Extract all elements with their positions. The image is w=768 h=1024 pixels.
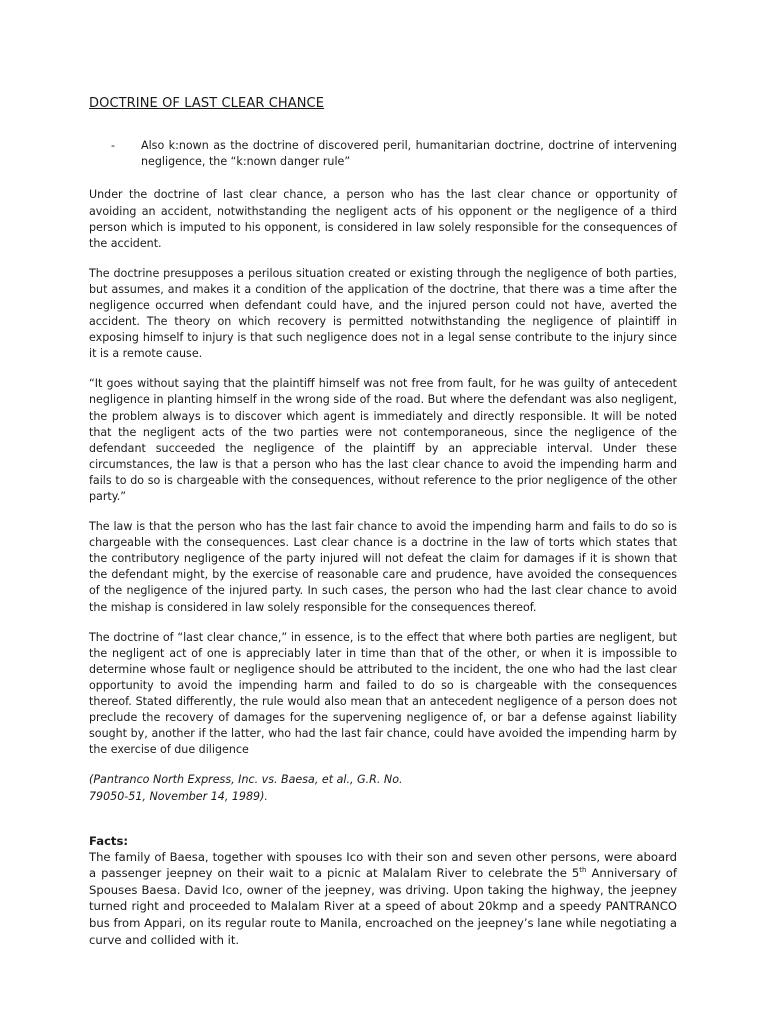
paragraph-definition: Under the doctrine of last clear chance, a person who has the last clear chance or opportunity of avoiding an accident, notwithstanding the negligent acts of his opponent or the negligence of a third person which is imputed to his opponent, is considered in law solely responsible for the consequences of the accident. (89, 188, 677, 250)
bullet-marker: - (111, 139, 116, 152)
facts-paragraph (89, 849, 677, 949)
document-page (89, 96, 677, 948)
bullet-item (89, 138, 677, 170)
facts-heading: Facts: (89, 833, 129, 848)
paragraph-essence: The doctrine of “last clear chance,” in essence, is to the effect that where both parties are negligent, but the negligent act of one is appreciably later in time than that of the other, or when it is impossible to determine whose fault or negligence should be attributed to the incident, the one who had the last clear opportunity to avoid the impending harm and failed to do so is chargeable with the consequences thereof. Stated differently, the rule would also mean that an antecedent negligence of a person does not preclude the recovery of damages for the supervening negligence of, or bar a defense against liability sought by, another if the latter, who had the last fair chance, could have avoided the impending harm by the exercise of due diligence (89, 630, 677, 757)
facts-text-end: Anniversary of Spouses Baesa. David Ico, owner of the jeepney, was driving. Upon taking the highway, the jeepney turned right and proceeded to Malalam River at a speed of about 20kmp and a speedy PANTRANCO bus from Appari, on its regular route to Manila, encroached on the jeepney’s lane while negotiating a curve and collided with it. (89, 866, 677, 947)
document-title: DOCTRINE OF LAST CLEAR CHANCE (89, 96, 325, 111)
facts-text-start: The family of Baesa, together with spouses Ico with their son and seven other persons, were aboard a passenger jeepney on their wait to a picnic at Malalam River to celebrate the 5 (89, 849, 677, 881)
ordinal-suffix: th (579, 866, 587, 875)
bullet-text: Also k:nown as the doctrine of discovered peril, humanitarian doctrine, doctrine of intervening negligence, the “k:nown danger rule” (141, 139, 677, 169)
paragraph-quotation: “It goes without saying that the plaintiff himself was not free from fault, for he was guilty of antecedent negligence in planting himself in the wrong side of the road. But where the defendant was also negligent, the problem always is to discover which agent is immediately and directly responsible. It will be noted that the negligent acts of the two parties were not contemporaneous, since the negligence of the defendant succeeded the negligence of the plaintiff by an appreciable interval. Under these circumstances, the law is that a person who has the last clear chance to avoid the impending harm and fails to do so is chargeable with the consequences, without reference to the prior negligence of the other party.” (89, 377, 677, 503)
paragraph-presupposition: The doctrine presupposes a perilous situation created or existing through the negligence of both parties, but assumes, and makes it a condition of the application of the doctrine, that there was a time after the negligence occurred when defendant could have, and the injured person could not have, averted the accident. The theory on which recovery is permitted notwithstanding the negligence of plaintiff in exposing himself to injury is that such negligence does not in a legal sense contribute to the injury since it is a remote cause. (89, 266, 677, 361)
paragraph-law: The law is that the person who has the last fair chance to avoid the impending harm and fails to do so is chargeable with the consequences. Last clear chance is a doctrine in the law of torts which states that the contributory negligence of the party injured will not defeat the claim for damages if it is shown that the defendant might, by the exercise of reasonable care and prudence, have avoided the consequences of the negligence of the injured party. In such cases, the person who had the last clear chance to avoid the mishap is considered in law solely responsible for the consequences thereof. (89, 520, 677, 614)
case-citation: (Pantranco North Express, Inc. vs. Baesa, et al., G.R. No. 79050-51, November 14, 1989). (89, 773, 403, 803)
